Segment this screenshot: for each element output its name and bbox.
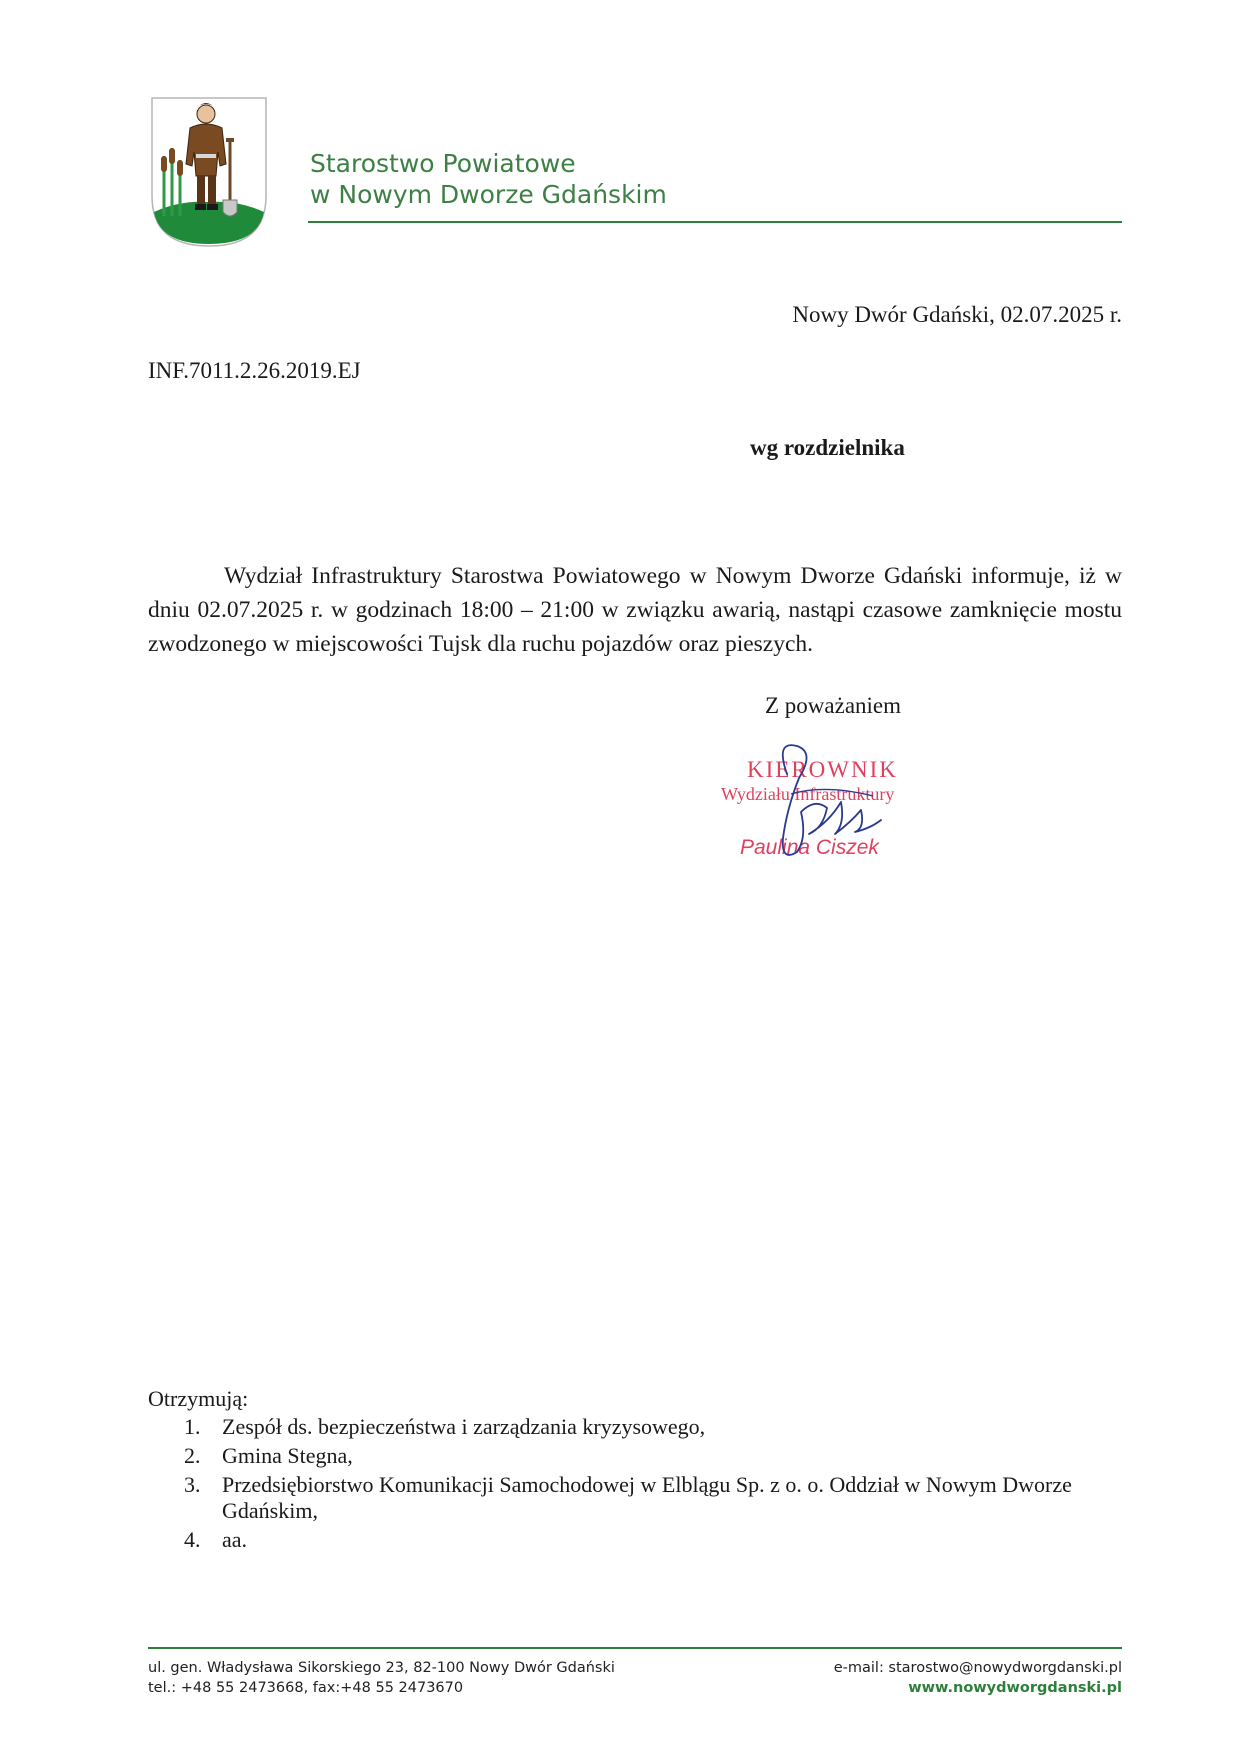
recipient-heading: wg rozdzielnika (750, 435, 905, 460)
stamp-name: Paulina Ciszek (740, 836, 879, 859)
org-name-line1: Starostwo Powiatowe (310, 149, 576, 178)
list-item (148, 1472, 1128, 1524)
header-divider (308, 221, 1122, 223)
org-name-line2: w Nowym Dworze Gdańskim (310, 180, 667, 209)
list-item-number: 4. (184, 1527, 201, 1552)
list-item-number: 1. (184, 1414, 201, 1439)
official-stamp-with-signature (705, 738, 965, 873)
footer-website-link[interactable]: www.nowydworgdanski.pl (908, 1680, 1122, 1696)
organization-name (310, 148, 667, 210)
footer-divider (148, 1647, 1122, 1649)
footer-phone: tel.: +48 55 2473668, fax:+48 55 2473670 (148, 1680, 464, 1696)
footer-contact-right (834, 1658, 1122, 1698)
closing-phrase: Z poważaniem (765, 693, 902, 718)
distribution-list (148, 1414, 1128, 1556)
footer-email[interactable]: e-mail: starostwo@nowydworgdanski.pl (833, 1660, 1122, 1676)
list-item-number: 2. (184, 1443, 201, 1468)
footer-contact-left (148, 1658, 615, 1698)
list-item (148, 1527, 1128, 1553)
list-item-text: Gmina Stegna, (222, 1443, 353, 1468)
list-item (148, 1443, 1128, 1469)
coat-of-arms-icon (150, 96, 268, 248)
list-item-text: Zespół ds. bezpieczeństwa i zarządzania kryzysowego, (222, 1414, 706, 1439)
list-item-text: Przedsiębiorstwo Komunikacji Samochodowej w Elblągu Sp. z o. o. Oddział w Nowym Dworze Gdańskim, (222, 1472, 1072, 1523)
reference-number: INF.7011.2.26.2019.EJ (148, 358, 361, 383)
letter-body: Wydział Infrastruktury Starostwa Powiatowego w Nowym Dworze Gdański informuje, iż w dniu 02.07.2025 r. w godzinach 18:00 – 21:00 w związku awarią, nastąpi czasowe zamknięcie mostu zwodzonego w miejscowości Tujsk dla ruchu pojazdów oraz pieszych. (148, 563, 1122, 657)
list-item-number: 3. (184, 1472, 201, 1497)
stamp-department: Wydziału Infrastruktury (721, 784, 895, 804)
place-and-date: Nowy Dwór Gdański, 02.07.2025 r. (792, 302, 1122, 327)
list-item-text: aa. (222, 1527, 248, 1552)
list-item (148, 1414, 1128, 1440)
distribution-heading: Otrzymują: (148, 1386, 249, 1411)
stamp-title: KIEROWNIK (747, 757, 898, 782)
footer-address: ul. gen. Władysława Sikorskiego 23, 82-100 Nowy Dwór Gdański (148, 1660, 615, 1676)
